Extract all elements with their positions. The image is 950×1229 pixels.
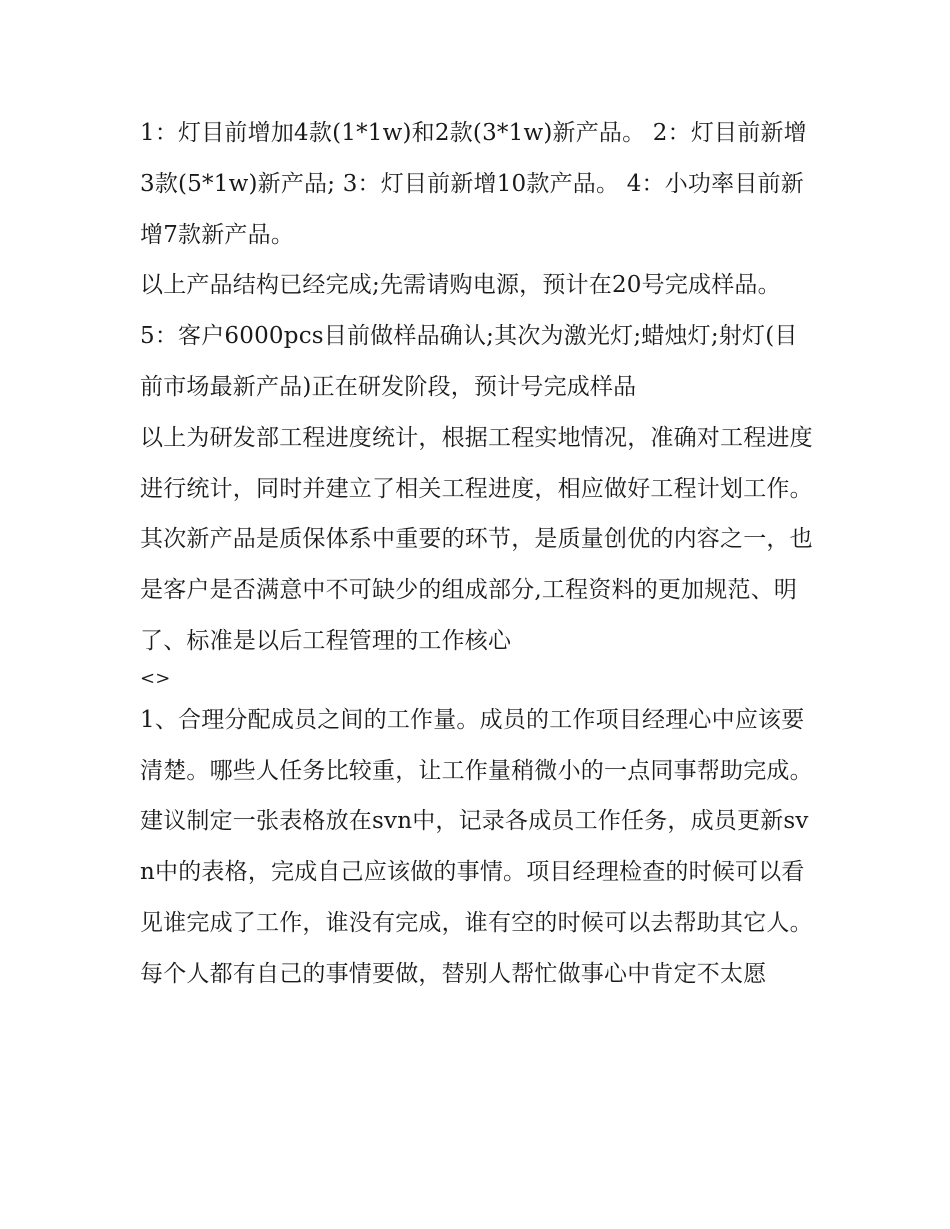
paragraph-workload-allocation: 1、合理分配成员之间的工作量。成员的工作项目经理心中应该要清楚。哪些人任务比较重，让工作量稍微小的一点同事帮助完成。建议制定一张表格放在svn中，记录各成员工作任务，成员更新svn中的表格，完成自己应该做的事情。项目经理检查的时候可以看见谁完成了工作，谁没有完成，谁有空的时候可以去帮助其它人。 — [140, 706, 813, 936]
paragraph-structure-status: 以上产品结构已经完成;先需请购电源，预计在20号完成样品。 — [140, 272, 781, 299]
paragraph-helping-others: 每个人都有自己的事情要做，替别人帮忙做事心中肯定不太愿 — [140, 960, 767, 987]
section-marker: <> — [140, 667, 171, 689]
paragraph-new-products: 1：灯目前增加4款(1*1w)和2款(3*1w)新产品。 2：灯目前新增3款(5*1w)新产品; 3：灯目前新增10款产品。 4：小功率目前新增7款新产品。 — [140, 120, 807, 248]
paragraph-customer-samples: 5：客户6000pcs目前做样品确认;其次为激光灯;蜡烛灯;射灯(目前市场最新产品)正在研发阶段，预计号完成样品 — [140, 323, 798, 400]
paragraph-progress-summary: 以上为研发部工程进度统计，根据工程实地情况，准确对工程进度进行统计，同时并建立了相关工程进度，相应做好工程计划工作。其次新产品是质保体系中重要的环节，是质量创优的内容之一，也是客户是否满意中不可缺少的组成部分,工程资料的更加规范、明了、标准是以后工程管理的工作核心 — [140, 424, 813, 654]
document-body — [140, 108, 820, 1000]
